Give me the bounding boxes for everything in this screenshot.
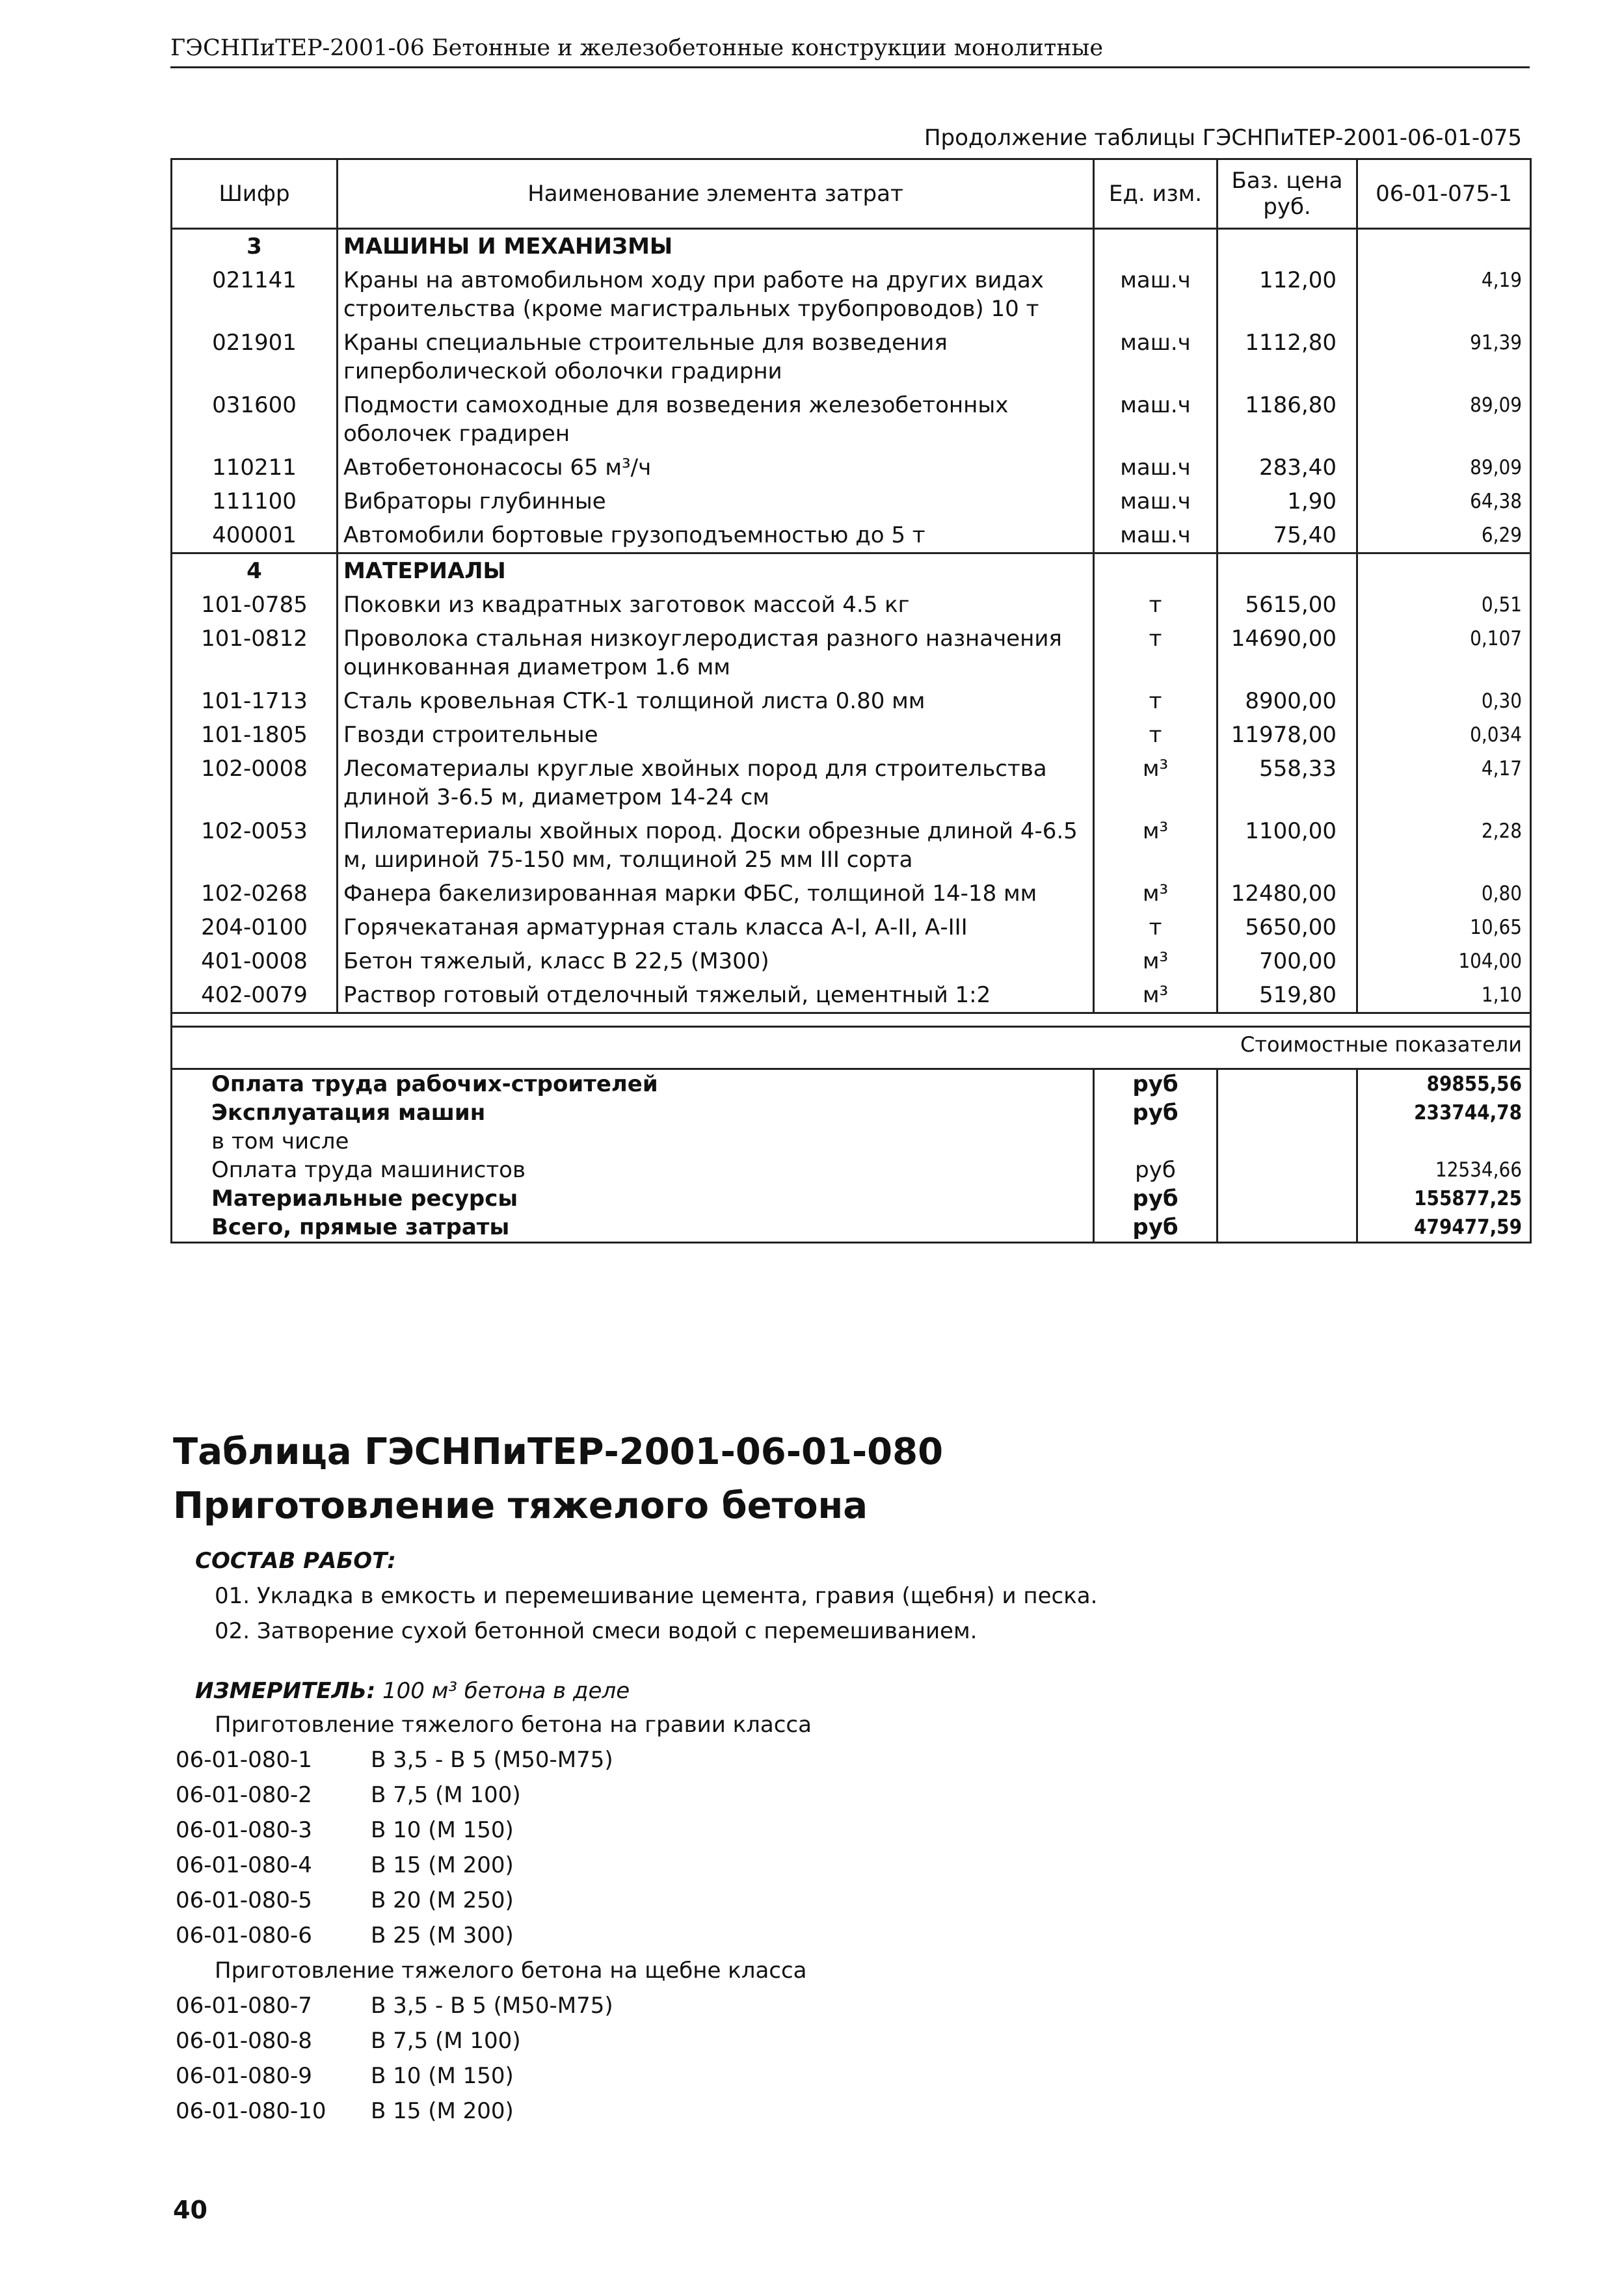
norm-desc: В 3,5 - В 5 (М50-М75) (371, 1993, 613, 2019)
resource-unit: т (1094, 684, 1218, 718)
resource-code: 102-0053 (172, 814, 338, 877)
page-number: 40 (173, 2196, 207, 2224)
norm-code: 06-01-080-5 (176, 1887, 312, 1913)
cost-table-body (172, 229, 1531, 1243)
norm-desc: В 7,5 (М 100) (371, 1782, 521, 1808)
norm-code: 06-01-080-6 (176, 1922, 312, 1949)
cost-table (170, 158, 1532, 1244)
norm-item (176, 2028, 521, 2054)
resource-norm: 64,38 (1357, 485, 1531, 518)
resource-price: 1112,80 (1218, 326, 1357, 388)
resource-code: 031600 (172, 388, 338, 451)
resource-code: 111100 (172, 485, 338, 518)
separator-cell (172, 1013, 1531, 1027)
section-row (172, 229, 1531, 264)
summary-value: 479477,59 (1357, 1213, 1531, 1243)
header-norm: 06-01-075-1 (1357, 159, 1531, 229)
norm-desc: В 15 (М 200) (371, 2098, 514, 2124)
resource-price: 519,80 (1218, 978, 1357, 1013)
summary-value: 89855,56 (1357, 1069, 1531, 1099)
resource-price: 283,40 (1218, 451, 1357, 485)
table-row (172, 485, 1531, 518)
norm-code: 06-01-080-1 (176, 1747, 312, 1773)
resource-norm: 104,00 (1357, 944, 1531, 978)
norm-code: 06-01-080-2 (176, 1782, 312, 1808)
norm-code: 06-01-080-10 (176, 2098, 326, 2124)
summary-row (172, 1127, 1531, 1156)
cost-indicators-row (172, 1027, 1531, 1069)
separator-row (172, 1013, 1531, 1027)
resource-name: Поковки из квадратных заготовок массой 4.5 кг (338, 588, 1094, 622)
empty-cell (1357, 553, 1531, 589)
section-title: МАШИНЫ И МЕХАНИЗМЫ (338, 229, 1094, 264)
resource-code: 101-0812 (172, 622, 338, 684)
resource-price: 700,00 (1218, 944, 1357, 978)
summary-unit: руб (1094, 1213, 1218, 1243)
resource-norm: 4,17 (1357, 752, 1531, 814)
resource-name: Лесоматериалы круглые хвойных пород для строительства длиной 3-6.5 м, диаметром 14-24 см (338, 752, 1094, 814)
section-row (172, 553, 1531, 589)
norm-item (176, 1852, 514, 1878)
table-row (172, 451, 1531, 485)
summary-unit (1094, 1127, 1218, 1156)
cost-indicators-label: Стоимостные показатели (172, 1027, 1531, 1069)
norm-item (176, 1747, 613, 1773)
norm-item (176, 1993, 613, 2019)
resource-name: Вибраторы глубинные (338, 485, 1094, 518)
resource-unit: маш.ч (1094, 263, 1218, 326)
resource-code: 021901 (172, 326, 338, 388)
norm-code: 06-01-080-4 (176, 1852, 312, 1878)
resource-name: Гвозди строительные (338, 718, 1094, 752)
norm-code: 06-01-080-9 (176, 2063, 312, 2089)
resource-norm: 6,29 (1357, 518, 1531, 553)
resource-name: Проволока стальная низкоуглеродистая разного назначения оцинкованная диаметром 1.6 мм (338, 622, 1094, 684)
resource-code: 021141 (172, 263, 338, 326)
group-title: Приготовление тяжелого бетона на гравии класса (215, 1712, 812, 1738)
table-row (172, 622, 1531, 684)
resource-price: 1186,80 (1218, 388, 1357, 451)
resource-code: 101-1713 (172, 684, 338, 718)
resource-code: 400001 (172, 518, 338, 553)
resource-norm: 4,19 (1357, 263, 1531, 326)
table-row (172, 326, 1531, 388)
norm-desc: В 7,5 (М 100) (371, 2028, 521, 2054)
resource-price: 12480,00 (1218, 877, 1357, 911)
summary-value: 155877,25 (1357, 1184, 1531, 1213)
empty-cell (1218, 229, 1357, 264)
summary-value (1357, 1127, 1531, 1156)
resource-code: 101-1805 (172, 718, 338, 752)
summary-label: Материальные ресурсы (172, 1184, 1094, 1213)
empty-cell (1218, 1127, 1357, 1156)
norm-desc: В 10 (М 150) (371, 1817, 514, 1843)
resource-code: 102-0268 (172, 877, 338, 911)
resource-norm: 0,30 (1357, 684, 1531, 718)
empty-cell (1218, 1213, 1357, 1243)
meter-value: 100 м³ бетона в деле (382, 1678, 630, 1704)
norm-item (176, 1817, 514, 1843)
resource-unit: маш.ч (1094, 485, 1218, 518)
summary-row (172, 1156, 1531, 1184)
meter-line (195, 1678, 630, 1704)
resource-unit: м³ (1094, 877, 1218, 911)
resource-name: Краны специальные строительные для возведения гиперболической оболочки градирни (338, 326, 1094, 388)
resource-name: Подмости самоходные для возведения железобетонных оболочек градирен (338, 388, 1094, 451)
table-subtitle: Приготовление тяжелого бетона (173, 1485, 868, 1527)
header-unit: Ед. изм. (1094, 159, 1218, 229)
resource-unit: м³ (1094, 814, 1218, 877)
resource-code: 110211 (172, 451, 338, 485)
resource-code: 102-0008 (172, 752, 338, 814)
summary-row (172, 1069, 1531, 1099)
norm-desc: В 10 (М 150) (371, 2063, 514, 2089)
resource-unit: м³ (1094, 978, 1218, 1013)
section-number: 3 (172, 229, 338, 264)
summary-label: Оплата труда машинистов (172, 1156, 1094, 1184)
norm-item (176, 1887, 514, 1913)
header-name: Наименование элемента затрат (338, 159, 1094, 229)
resource-norm: 0,51 (1357, 588, 1531, 622)
empty-cell (1094, 553, 1218, 589)
resource-code: 401-0008 (172, 944, 338, 978)
resource-norm: 0,034 (1357, 718, 1531, 752)
table-row (172, 718, 1531, 752)
resource-unit: маш.ч (1094, 326, 1218, 388)
resource-norm: 2,28 (1357, 814, 1531, 877)
table-row (172, 814, 1531, 877)
resource-norm: 0,80 (1357, 877, 1531, 911)
continuation-title: Продолжение таблицы ГЭСНПиТЕР-2001-06-01-075 (924, 125, 1522, 151)
resource-code: 204-0100 (172, 911, 338, 944)
section-title: МАТЕРИАЛЫ (338, 553, 1094, 589)
resource-price: 1100,00 (1218, 814, 1357, 877)
resource-unit: маш.ч (1094, 388, 1218, 451)
resource-norm: 10,65 (1357, 911, 1531, 944)
resource-norm: 0,107 (1357, 622, 1531, 684)
resource-code: 101-0785 (172, 588, 338, 622)
table-row (172, 518, 1531, 553)
norm-desc: В 15 (М 200) (371, 1852, 514, 1878)
resource-price: 11978,00 (1218, 718, 1357, 752)
norm-item (176, 1782, 521, 1808)
table-title: Таблица ГЭСНПиТЕР-2001-06-01-080 (173, 1431, 944, 1473)
resource-unit: маш.ч (1094, 518, 1218, 553)
work-item: 02. Затворение сухой бетонной смеси водой с перемешиванием. (215, 1618, 978, 1644)
resource-price: 558,33 (1218, 752, 1357, 814)
table-header-row (172, 159, 1531, 229)
table-row (172, 388, 1531, 451)
resource-norm: 89,09 (1357, 451, 1531, 485)
table-row (172, 944, 1531, 978)
norm-item (176, 2063, 514, 2089)
resource-unit: т (1094, 588, 1218, 622)
resource-price: 75,40 (1218, 518, 1357, 553)
resource-name: Сталь кровельная СТК-1 толщиной листа 0.80 мм (338, 684, 1094, 718)
table-row (172, 263, 1531, 326)
norm-code: 06-01-080-8 (176, 2028, 312, 2054)
resource-price: 1,90 (1218, 485, 1357, 518)
summary-unit: руб (1094, 1184, 1218, 1213)
norm-item (176, 1922, 514, 1949)
header-code: Шифр (172, 159, 338, 229)
summary-unit: руб (1094, 1156, 1218, 1184)
resource-name: Горячекатаная арматурная сталь класса А-I, А-II, А-III (338, 911, 1094, 944)
resource-norm: 91,39 (1357, 326, 1531, 388)
section-number: 4 (172, 553, 338, 589)
resource-unit: т (1094, 911, 1218, 944)
header-price: Баз. цена руб. (1218, 159, 1357, 229)
resource-price: 5650,00 (1218, 911, 1357, 944)
summary-label: Всего, прямые затраты (172, 1213, 1094, 1243)
resource-name: Краны на автомобильном ходу при работе на других видах строительства (кроме магистральных трубопроводов) 10 т (338, 263, 1094, 326)
resource-name: Пиломатериалы хвойных пород. Доски обрезные длиной 4-6.5 м, шириной 75-150 мм, толщиной 25 мм III сорта (338, 814, 1094, 877)
resource-price: 8900,00 (1218, 684, 1357, 718)
resource-unit: т (1094, 622, 1218, 684)
work-item: 01. Укладка в емкость и перемешивание цемента, гравия (щебня) и песка. (215, 1583, 1098, 1609)
resource-unit: м³ (1094, 944, 1218, 978)
summary-value: 233744,78 (1357, 1098, 1531, 1127)
resource-name: Автобетононасосы 65 м³/ч (338, 451, 1094, 485)
summary-label: Оплата труда рабочих-строителей (172, 1069, 1094, 1099)
table-row (172, 588, 1531, 622)
resource-price: 5615,00 (1218, 588, 1357, 622)
summary-unit: руб (1094, 1069, 1218, 1099)
group-title: Приготовление тяжелого бетона на щебне класса (215, 1958, 807, 1984)
resource-unit: м³ (1094, 752, 1218, 814)
norm-desc: В 3,5 - В 5 (М50-М75) (371, 1747, 613, 1773)
resource-price: 112,00 (1218, 263, 1357, 326)
empty-cell (1218, 1184, 1357, 1213)
summary-value: 12534,66 (1357, 1156, 1531, 1184)
resource-name: Фанера бакелизированная марки ФБС, толщиной 14-18 мм (338, 877, 1094, 911)
empty-cell (1218, 553, 1357, 589)
empty-cell (1218, 1156, 1357, 1184)
summary-label: в том числе (172, 1127, 1094, 1156)
summary-label: Эксплуатация машин (172, 1098, 1094, 1127)
resource-norm: 1,10 (1357, 978, 1531, 1013)
resource-unit: т (1094, 718, 1218, 752)
table-row (172, 978, 1531, 1013)
empty-cell (1357, 229, 1531, 264)
summary-row (172, 1213, 1531, 1243)
resource-name: Автомобили бортовые грузоподъемностью до 5 т (338, 518, 1094, 553)
norm-desc: В 25 (М 300) (371, 1922, 514, 1949)
resource-code: 402-0079 (172, 978, 338, 1013)
meter-label: ИЗМЕРИТЕЛЬ: (195, 1678, 376, 1704)
resource-name: Раствор готовый отделочный тяжелый, цементный 1:2 (338, 978, 1094, 1013)
norm-item (176, 2098, 514, 2124)
table-row (172, 877, 1531, 911)
empty-cell (1218, 1098, 1357, 1127)
resource-norm: 89,09 (1357, 388, 1531, 451)
page-header: ГЭСНПиТЕР-2001-06 Бетонные и железобетонные конструкции монолитные (170, 35, 1530, 68)
works-heading: СОСТАВ РАБОТ: (195, 1548, 396, 1574)
resource-name: Бетон тяжелый, класс В 22,5 (М300) (338, 944, 1094, 978)
norm-code: 06-01-080-3 (176, 1817, 312, 1843)
summary-unit: руб (1094, 1098, 1218, 1127)
norm-desc: В 20 (М 250) (371, 1887, 514, 1913)
table-row (172, 752, 1531, 814)
empty-cell (1218, 1069, 1357, 1099)
empty-cell (1094, 229, 1218, 264)
norm-code: 06-01-080-7 (176, 1993, 312, 2019)
summary-row (172, 1098, 1531, 1127)
table-row (172, 911, 1531, 944)
table-row (172, 684, 1531, 718)
resource-price: 14690,00 (1218, 622, 1357, 684)
resource-unit: маш.ч (1094, 451, 1218, 485)
summary-row (172, 1184, 1531, 1213)
